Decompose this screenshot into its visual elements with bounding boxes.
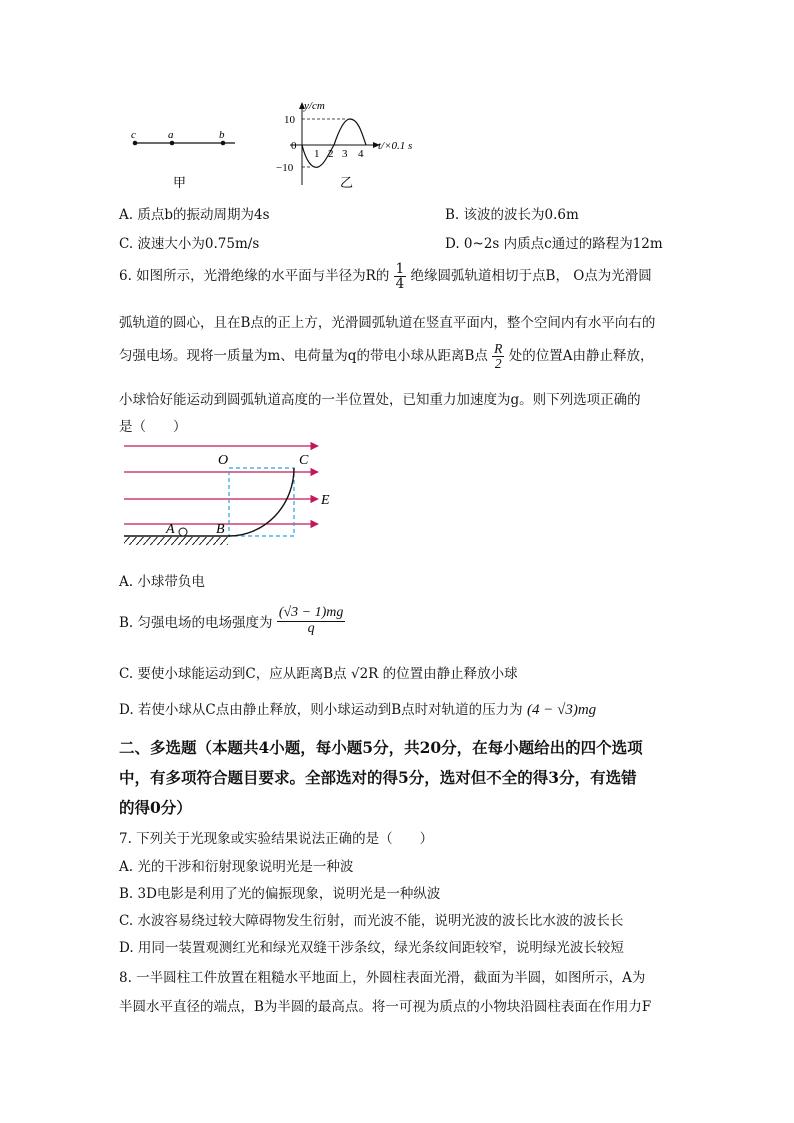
frac-den: 4 (395, 276, 405, 293)
yi-xtick-4: 4 (358, 148, 364, 160)
yi-xlabel: t/×0.1 s (378, 140, 413, 152)
frac-num: 1 (395, 261, 405, 277)
caption-jia: 甲 (173, 175, 187, 190)
yi-ytick-10: 10 (284, 114, 295, 126)
q7-option-d: D. 用同一装置观测红光和绿光双缝干涉条纹，绿光条纹间距较窄，说明绿光波长较短 (119, 940, 624, 956)
label-E: E (321, 493, 330, 508)
section2-line3: 的得0分） (119, 798, 192, 817)
caption-yi: 乙 (340, 175, 354, 190)
b-den: q (307, 620, 315, 636)
yi-xtick-3: 3 (342, 148, 348, 160)
frac2-num: R (494, 341, 503, 356)
yi-xtick-2: 2 (328, 148, 334, 160)
q6-option-b-prefix: B. 匀强电场的电场强度为 (119, 615, 273, 632)
q8-line1: 8. 一半圆柱工件放置在粗糙水平地面上，外圆柱表面光滑，截面为半圆，如图所示，A为 (119, 970, 646, 986)
q6-option-d-expr: (4 − √3)mg (526, 702, 597, 718)
q7-option-c: C. 水波容易绕过较大障碍物发生衍射，而光波不能，说明光波的波长比水波的波长长 (119, 913, 624, 929)
q6-option-b (119, 606, 345, 636)
q6-option-d (119, 698, 596, 719)
figure-jia (125, 125, 245, 195)
q6-line3 (119, 342, 653, 371)
q6-line4: 小球恰好能运动到圆弧轨道高度的一半位置处，已知重力加速度为g。则下列选项正确的 (119, 392, 641, 408)
q6-line3a: 匀强电场。现将一质量为m、电荷量为q的带电小球从距离B点 (119, 348, 488, 365)
q6-option-b-fraction (277, 606, 346, 636)
point-c-label: c (131, 129, 136, 141)
q5-option-b: B. 该波的波长为0.6m (445, 207, 579, 223)
q6-line2: 弧轨道的圆心，且在B点的正上方，光滑圆弧轨道在竖直平面内，整个空间内有水平向右的 (119, 315, 656, 331)
yi-ytick-neg10: −10 (276, 162, 294, 174)
section2-line2: 中，有多项符合题目要求。全部选对的得5分，选对但不全的得3分，有选错 (119, 768, 637, 787)
label-A: A (166, 522, 175, 537)
q6-line1a: 6. 如图所示，光滑绝缘的水平面与半径为R的 (119, 268, 390, 285)
label-B: B (216, 522, 225, 537)
q6-line5: 是（ ） (119, 419, 187, 435)
yi-ylabel: y/cm (304, 100, 325, 112)
q6-fraction-r-half (492, 342, 504, 371)
q6-line1b: 绝缘圆弧轨道相切于点B， O点为光滑圆 (410, 268, 652, 285)
label-O: O (218, 453, 229, 468)
label-C: C (299, 453, 309, 468)
q6-fraction-quarter (394, 262, 407, 291)
q6-line1 (119, 262, 652, 291)
frac2-den: 2 (494, 356, 502, 372)
yi-xtick-1: 1 (314, 148, 320, 160)
q6-option-d-text: D. 若使小球从C点由静止释放，则小球运动到B点时对轨道的压力为 (119, 702, 523, 718)
b-num: (√3 − 1)mg (278, 605, 344, 620)
figure-yi (262, 97, 442, 192)
q5-option-c: C. 波速大小为0.75m/s (119, 236, 260, 252)
q5-option-a: A. 质点b的振动周期为4s (119, 207, 270, 223)
q7-option-a: A. 光的干涉和衍射现象说明光是一种波 (119, 859, 354, 875)
q7-stem: 7. 下列关于光现象或实验结果说法正确的是（ ） (119, 831, 434, 847)
point-b-label: b (219, 129, 225, 141)
q6-option-c: C. 要使小球能运动到C，应从距离B点 √2R 的位置由静止释放小球 (119, 666, 518, 682)
section2-line1: 二、多选题（本题共4小题，每小题5分，共20分，在每小题给出的四个选项 (119, 738, 643, 757)
q7-option-b: B. 3D电影是利用了光的偏振现象，说明光是一种纵波 (119, 886, 441, 902)
q5-option-d: D. 0~2s 内质点c通过的路程为12m (445, 236, 663, 252)
yi-ytick-0: 0 (291, 140, 297, 152)
q6-figure (118, 438, 338, 553)
q6-option-a: A. 小球带负电 (119, 574, 205, 590)
q8-line2: 半圆水平直径的端点，B为半圆的最高点。将一可视为质点的小物块沿圆柱表面在作用力F (119, 999, 652, 1015)
point-a-label: a (168, 129, 174, 141)
q6-line3b: 处的位置A由静止释放， (508, 348, 654, 365)
